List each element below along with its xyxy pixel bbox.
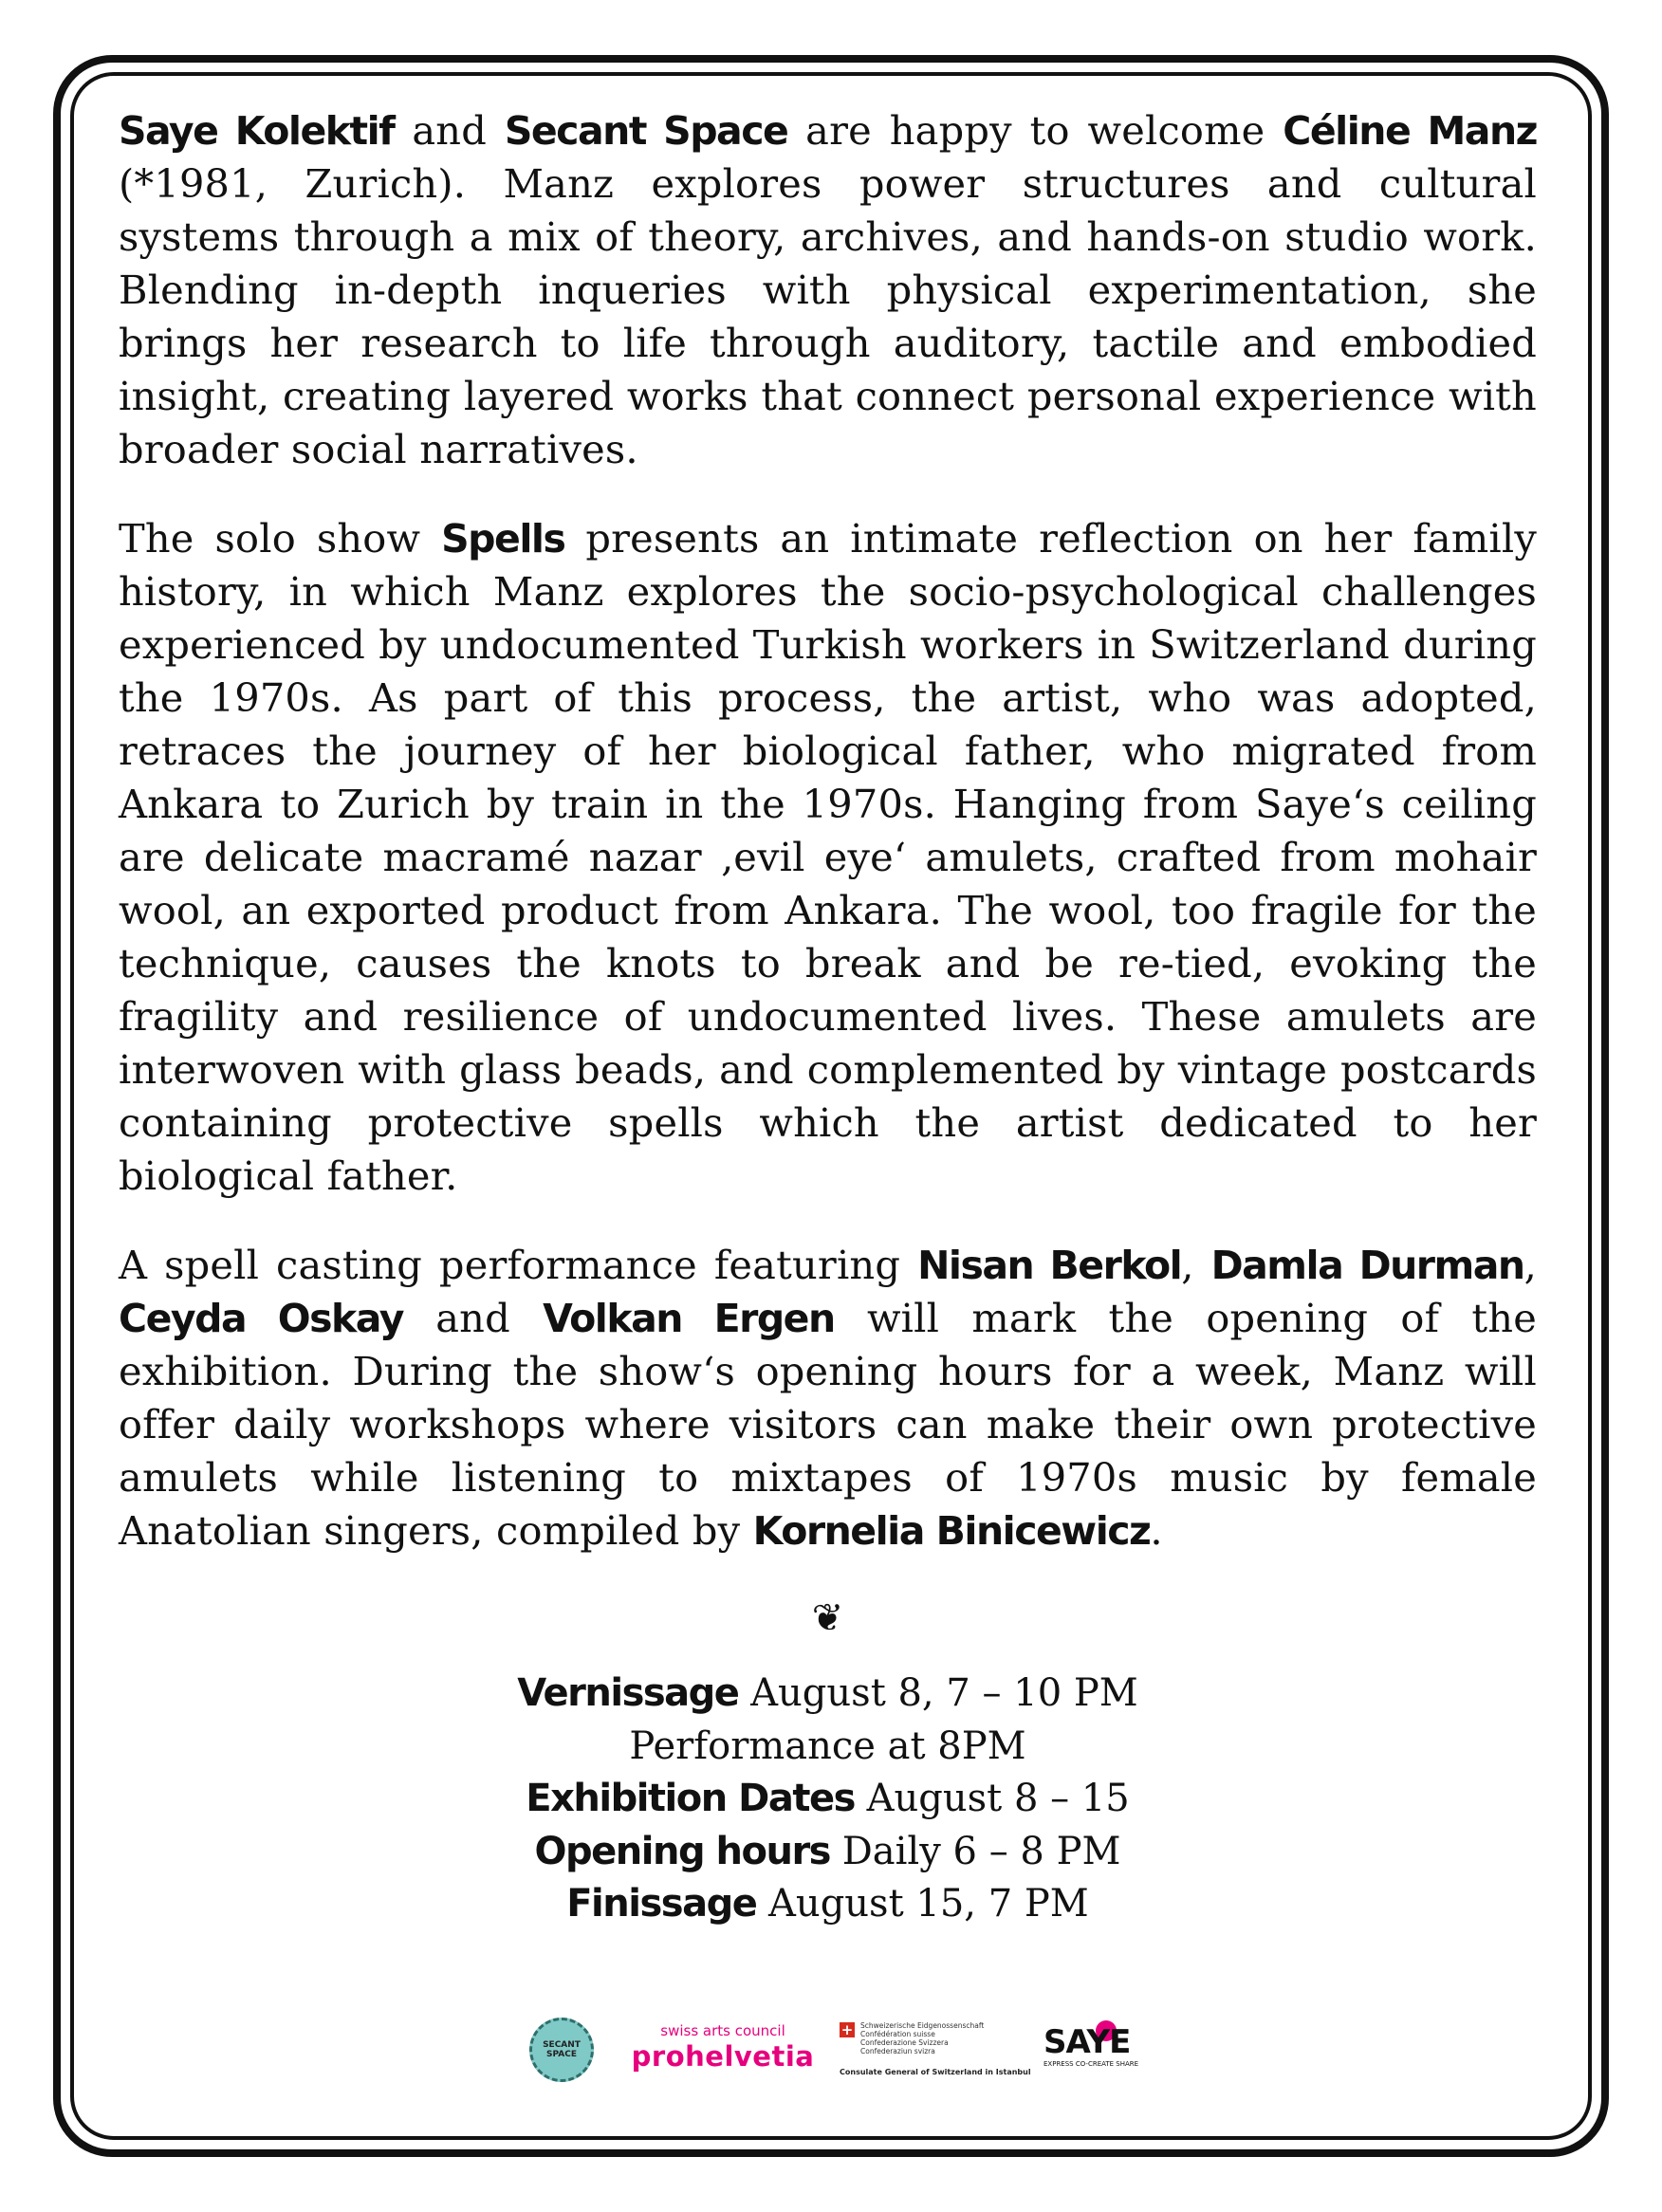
hours-line (119, 1826, 1537, 1879)
saye-logo (1043, 2017, 1157, 2092)
name-ceyda-oskay: Ceyda Oskay (119, 1296, 403, 1341)
finissage-line (119, 1878, 1537, 1931)
secant-logo-line: SPACE (546, 2050, 577, 2059)
fleuron-icon: ❦ (811, 1596, 844, 1640)
name-saye-kolektif: Saye Kolektif (119, 108, 395, 154)
secant-logo-line: SECANT (543, 2040, 581, 2050)
exhibition-label: Exhibition Dates (526, 1777, 855, 1820)
swiss-line: Confederaziun svizra (860, 2047, 935, 2055)
sponsor-logos (512, 2011, 1176, 2106)
text-segment: will mark the opening of the exhibition. During the show‘s opening hours for a week, Manz will offer daily workshops where visitors can make their own protective amulets while listening to mixtapes of 1970s music by female Anatolian singers, compiled by (119, 1295, 1537, 1554)
swiss-confederation-logo (840, 2022, 1029, 2098)
show-paragraph (119, 512, 1537, 1203)
text-segment: are happy to welcome (787, 107, 1283, 154)
text-segment: and (394, 107, 505, 154)
performance-line: Performance at 8PM (629, 1724, 1026, 1768)
name-damla-durman: Damla Durman (1210, 1243, 1524, 1288)
swiss-confederation-lines (860, 2021, 984, 2055)
text-segment: (*1981, Zurich). Manz explores power structures and cultural systems through a mix of theory, archives, and hands-on studio work. Blending in-depth inqueries with physical experimentation, she brings her research to life through auditory, tactile and embodied insight, creating layered works that connect personal experience with broader social narratives. (119, 160, 1537, 472)
name-nisan-berkol: Nisan Berkol (917, 1243, 1182, 1288)
prohelvetia-logo (628, 2022, 818, 2074)
intro-paragraph (119, 104, 1537, 476)
hours-label: Opening hours (534, 1829, 830, 1873)
hours-value: Daily 6 – 8 PM (830, 1829, 1121, 1873)
name-volkan-ergen: Volkan Ergen (543, 1296, 835, 1341)
finissage-label: Finissage (566, 1882, 757, 1926)
swiss-line: Schweizerische Eidgenossenschaft (860, 2021, 985, 2030)
vernissage-value: August 8, 7 – 10 PM (738, 1671, 1138, 1715)
text-segment: A spell casting performance featuring (119, 1242, 918, 1288)
saye-tagline: EXPRESS CO-CREATE SHARE (1043, 2060, 1139, 2068)
swiss-flag-icon: + (840, 2021, 854, 2038)
vernissage-label: Vernissage (517, 1671, 739, 1715)
finissage-value: August 15, 7 PM (756, 1882, 1089, 1926)
text-segment: , (1181, 1242, 1211, 1288)
name-secant-space: Secant Space (504, 108, 788, 154)
performance-paragraph (119, 1239, 1537, 1558)
text-segment: The solo show (119, 515, 442, 562)
main-content (119, 104, 1537, 1931)
exhibition-value: August 8 – 15 (854, 1777, 1130, 1820)
text-segment: , (1524, 1242, 1537, 1288)
swiss-line: Confederazione Svizzera (860, 2038, 949, 2047)
name-celine-manz: Céline Manz (1283, 108, 1538, 154)
exhibition-line (119, 1773, 1537, 1826)
prohelvetia-name: prohelvetia (631, 2040, 815, 2073)
show-title: Spells (441, 516, 565, 562)
text-segment: . (1150, 1507, 1163, 1554)
text-segment: presents an intimate reflection on her family history, in which Manz explores the socio-psychological challenges experienced by undocumented Turkish workers in Switzerland during the 1970s. As part of this process, the artist, who was adopted, retraces the journey of her biological father, who migrated from Ankara to Zurich by train in the 1970s. Hanging from Saye‘s ceiling are delicate macramé nazar ‚evil eye‘ amulets, crafted from mohair wool, an exported product from Ankara. The wool, too fragile for the technique, causes the knots to break and be re-tied, evoking the fragility and resilience of undocumented lives. These amulets are interwoven with glass beads, and complemented by vintage postcards containing protective spells which the artist dedicated to her biological father. (119, 515, 1537, 1199)
secant-space-logo (529, 2018, 594, 2082)
swiss-line: Confédération suisse (860, 2030, 935, 2038)
vernissage-line (119, 1668, 1537, 1721)
text-segment: and (402, 1295, 544, 1341)
prohelvetia-tagline: swiss arts council (660, 2022, 785, 2039)
swiss-consulate: Consulate General of Switzerland in Istanbul (840, 2068, 1031, 2076)
saye-name: SAYE (1043, 2023, 1131, 2061)
schedule-block (119, 1668, 1537, 1931)
name-kornelia-binicewicz: Kornelia Binicewicz (752, 1508, 1151, 1554)
